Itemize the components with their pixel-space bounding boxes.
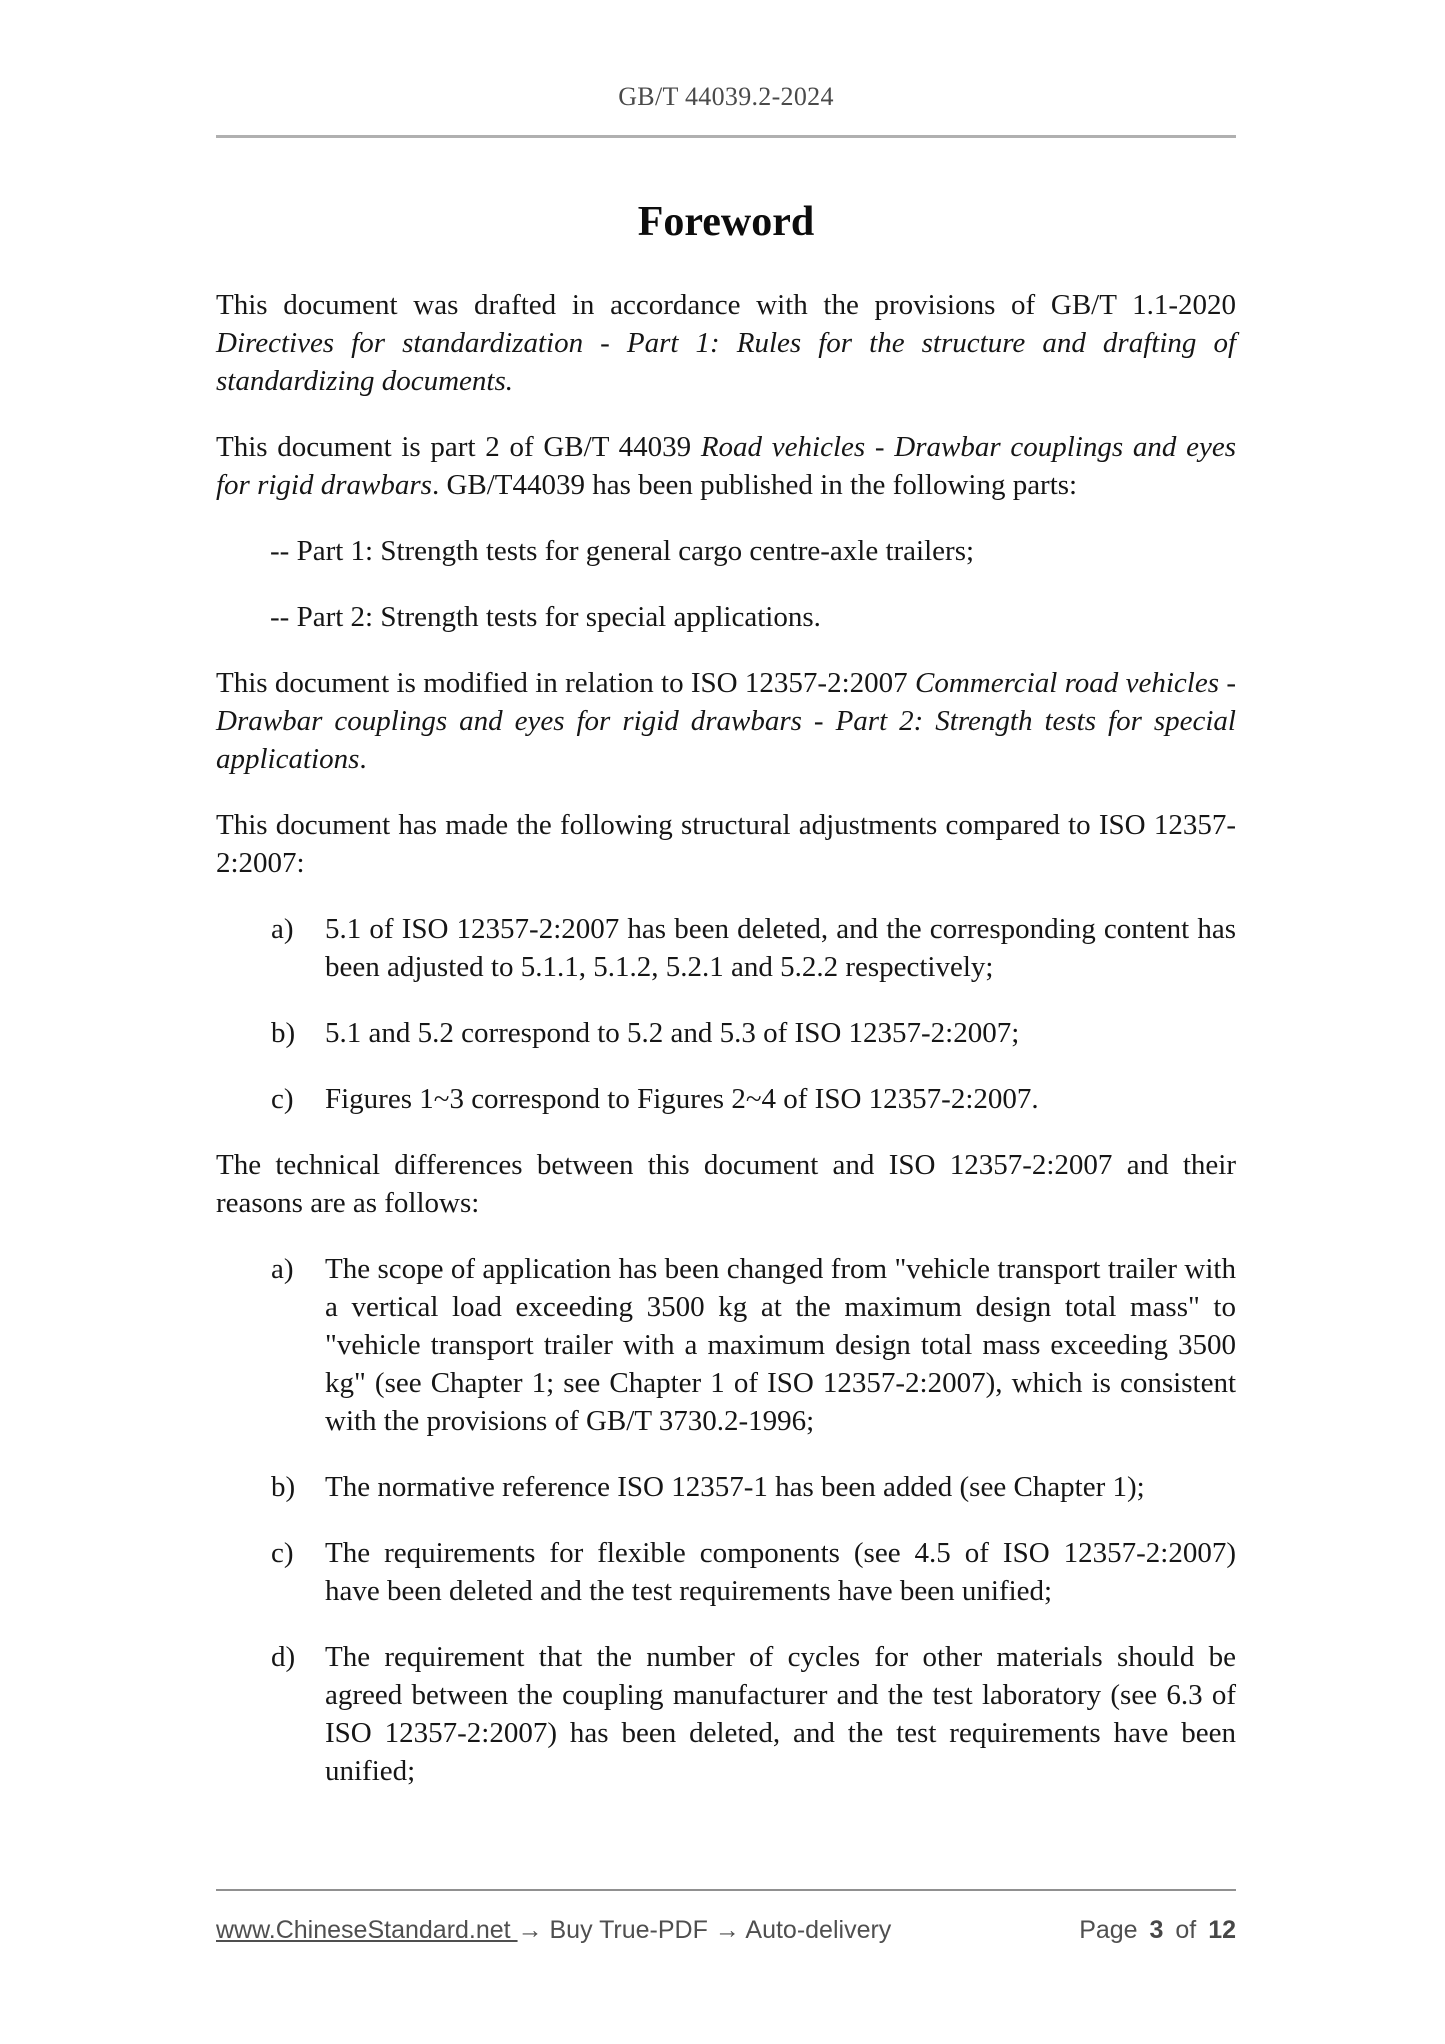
part-list-item-1: -- Part 1: Strength tests for general cargo centre-axle trailers; — [270, 535, 975, 567]
technical-item-c — [216, 1534, 1236, 1610]
list-item-label: b) — [271, 1471, 296, 1503]
list-item-text: Figures 1~3 correspond to Figures 2~4 of ISO 12357-2:2007. — [325, 1083, 1039, 1115]
list-item-label: c) — [271, 1537, 294, 1569]
list-item-label: c) — [271, 1083, 294, 1115]
footer — [216, 1889, 1236, 1945]
list-item-label: d) — [271, 1641, 296, 1673]
paragraph-italic-title: Directives for standardization - Part 1: Rules for the structure and drafting of standardizing documents. — [216, 327, 1236, 397]
page-total: 12 — [1208, 1916, 1236, 1944]
of-label: of — [1163, 1916, 1209, 1944]
paragraph-technical-intro: The technical differences between this document and ISO 12357-2:2007 and their reasons are as follows: — [216, 1149, 1236, 1219]
page-current: 3 — [1149, 1916, 1164, 1944]
paragraph-text: This document is modified in relation to ISO 12357-2:2007 — [216, 667, 915, 699]
paragraph-structural-intro: This document has made the following structural adjustments compared to ISO 12357-2:2007: — [216, 809, 1236, 879]
header-rule — [216, 135, 1236, 138]
page-indicator — [1079, 1915, 1236, 1945]
paragraph-text: . — [359, 743, 367, 775]
paragraph-italic-title: Commercial road vehicles - Drawbar couplings and eyes for rigid drawbars - Part 2: Strength tests for special applications — [216, 667, 1236, 775]
paragraph-part-of — [216, 428, 1236, 504]
footer-left — [216, 1915, 891, 1945]
paragraph-modified — [216, 664, 1236, 778]
paragraph-italic-title: Road vehicles - Drawbar couplings and eyes for rigid drawbars — [216, 431, 1236, 501]
paragraph-text: . GB/T44039 has been published in the following parts: — [431, 469, 1078, 501]
technical-item-d — [216, 1638, 1236, 1790]
list-item-text: The requirements for flexible components (see 4.5 of ISO 12357-2:2007) have been deleted and the test requirements have been unified; — [325, 1537, 1236, 1607]
list-item-text: The scope of application has been changed from "vehicle transport trailer with a vertical load exceeding 3500 kg at the maximum design total mass" to "vehicle transport trailer with a maximum design total mass exceeding 3500 kg" (see Chapter 1; see Chapter 1 of ISO 12357-2:2007), which is consistent with the provisions of GB/T 3730.2-1996; — [325, 1253, 1236, 1437]
list-item-text: 5.1 and 5.2 correspond to 5.2 and 5.3 of ISO 12357-2:2007; — [325, 1017, 1020, 1049]
list-item-text: The normative reference ISO 12357-1 has been added (see Chapter 1); — [325, 1471, 1145, 1503]
footer-link[interactable]: www.ChineseStandard.net — [216, 1916, 518, 1944]
structural-item-b — [216, 1014, 1236, 1052]
page-label: Page — [1079, 1916, 1150, 1944]
list-item-text: The requirement that the number of cycles for other materials should be agreed between the coupling manufacturer and the test laboratory (see 6.3 of ISO 12357-2:2007) has been deleted, and the test requirements have been unified; — [325, 1641, 1236, 1787]
footer-path: → Buy True-PDF → Auto-delivery — [517, 1916, 892, 1944]
paragraph-text: This document was drafted in accordance with the provisions of GB/T 1.1-2020 — [216, 289, 1236, 321]
page-title: Foreword — [637, 199, 815, 245]
doc-number: GB/T 44039.2-2024 — [618, 82, 834, 111]
structural-item-a — [216, 910, 1236, 986]
structural-item-c — [216, 1080, 1236, 1118]
part-list-item-2: -- Part 2: Strength tests for special applications. — [270, 601, 821, 633]
technical-item-a — [216, 1250, 1236, 1440]
list-item-label: a) — [271, 1253, 294, 1285]
list-item-label: a) — [271, 913, 294, 945]
technical-item-b — [216, 1468, 1236, 1506]
list-item-text: 5.1 of ISO 12357-2:2007 has been deleted, and the corresponding content has been adjusted to 5.1.1, 5.1.2, 5.2.1 and 5.2.2 respectively; — [325, 913, 1236, 983]
paragraph-drafting — [216, 286, 1236, 400]
paragraph-text: This document is part 2 of GB/T 44039 — [216, 431, 701, 463]
list-item-label: b) — [271, 1017, 296, 1049]
